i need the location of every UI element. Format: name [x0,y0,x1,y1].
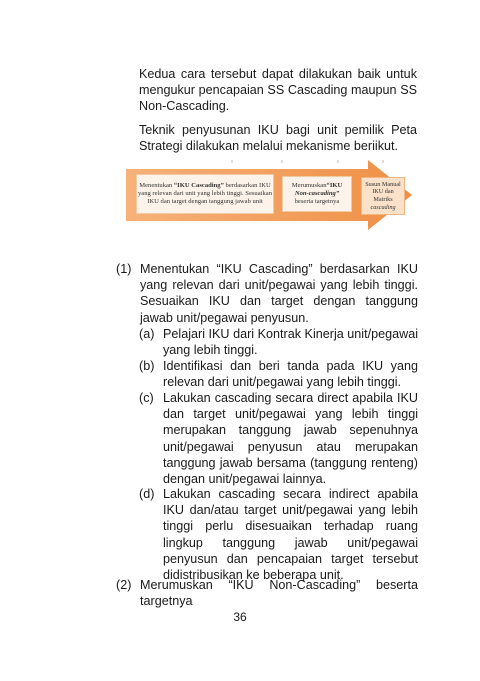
step2-bold1: “IKU [326,181,343,189]
intro-paragraph-2: Teknik penyusunan IKU bagi unit pemilik Peta Strategi dilakukan melalui mekanisme beriikut. [139,123,417,153]
step3-italic: cascading [370,203,396,211]
list-marker: (1) [116,262,132,276]
list-marker: (d) [139,487,155,501]
list-item-text: Lakukan cascading secara indirect apabila IKU dan/atau target unit/pegawai yang lebih tinggi perlu disesuaikan terhadap ruang lingkup tanggung jawab unit/pegawai penyusun dan pencapaian target tersebut didistribusikan ke beberapa unit. [163,487,418,583]
process-diagram [124,160,414,240]
step-box-non-cascading [282,176,352,212]
page-number: 36 [233,610,247,624]
list-marker: (a) [139,327,155,341]
step2-line3: beserta targetnya [294,198,340,206]
step-box-manual [361,177,405,215]
step1-bold: “IKU Cascading” [173,181,224,189]
list-item-text: Menentukan “IKU Cascading” berdasarkan IKU yang relevan dari unit/pegawai yang lebih tinggi. Sesuaikan IKU dan target dengan tanggung jawab unit/pegawai penyusun. [140,262,418,325]
step1-rest: berdasarkan IKU yang relevan dari unit yang lebih tinggi. Sesuaikan IKU dan target dengan tanggung jawab unit [137,181,273,206]
list-item-text: Lakukan cascading secara direct apabila IKU dan target unit/pegawai yang lebih tinggi merupakan tanggung jawab sepenuhnya unit/pegawai penyusun atau merupakan tanggung jawab bersama (tanggung renteng) dengan unit/pegawai lainnya. [163,391,418,487]
step3-line1: Susun Manual IKU dan Matriks [365,180,401,203]
list-item-text: Pelajari IKU dari Kontrak Kinerja unit/pegawai yang lebih tinggi. [163,327,418,358]
list-marker: (c) [139,391,154,405]
step-box-cascading [136,174,274,214]
step2-line1: Merumuskan [291,181,327,189]
list-item-text: Merumuskan “IKU Non-Cascading” beserta targetnya [140,578,418,609]
step2-bold2: Non-cascading” [294,189,340,197]
list-item-text: Identifikasi dan beri tanda pada IKU yang relevan dari unit/pegawai yang lebih tinggi. [163,359,418,390]
step1-prefix: Menentukan [139,181,174,189]
list-marker: (2) [116,578,132,592]
intro-paragraph-1: Kedua cara tersebut dapat dilakukan baik untuk mengukur pencapaian SS Cascading maupun SS Non-Cascading. [139,67,417,113]
list-marker: (b) [139,359,155,373]
tick-marks [232,160,383,163]
